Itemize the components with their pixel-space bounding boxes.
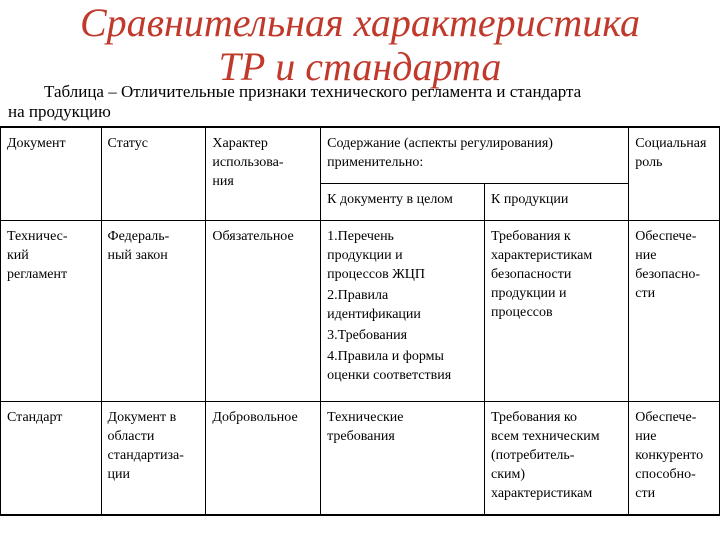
header-document: Документ [1, 127, 102, 221]
cell-status: Документ в области стандартиза- ции [101, 402, 206, 516]
list-item: 4.Правила и формы оценки соответствия [327, 349, 452, 383]
table-caption-line-1: Таблица – Отличительные признаки технического регламента и стандарта [44, 82, 582, 101]
comparison-table [0, 126, 720, 516]
slide-title-line-2: ТР и стандарта [218, 44, 502, 89]
cell-document: Техничес- кий регламент [1, 221, 102, 402]
list-item: 2.Правила идентификации [327, 288, 421, 322]
table-caption-line-2: на продукцию [8, 102, 111, 121]
header-nature: Характер использова- ния [206, 127, 321, 221]
list-item: 1.Перечень продукции и процессов ЖЦП [327, 229, 425, 282]
header-to-product: К продукции [485, 183, 629, 220]
header-status: Статус [101, 127, 206, 221]
list-item: 3.Требования [327, 328, 408, 343]
cell-to-product: Требования ко всем техническим (потребитель- ским) характеристикам [485, 402, 629, 516]
header-social-role: Социальная роль [629, 127, 720, 221]
cell-to-product: Требования к характеристикам безопасности продукции и процессов [485, 221, 629, 402]
cell-document: Стандарт [1, 402, 102, 516]
slide-title-line-1: Сравнительная характеристика [79, 0, 641, 45]
cell-nature: Обязательное [206, 221, 321, 402]
cell-social-role: Обеспече- ние конкуренто способно- сти [629, 402, 720, 516]
table-row [1, 402, 720, 516]
cell-status: Федераль- ный закон [101, 221, 206, 402]
cell-to-document [321, 221, 485, 402]
cell-nature: Добровольное [206, 402, 321, 516]
table-header-row [1, 127, 720, 183]
cell-to-document [321, 402, 485, 516]
header-content: Содержание (аспекты регулирования) применительно: [321, 127, 629, 183]
list-item: Технические требования [327, 410, 404, 444]
table-caption [8, 82, 718, 122]
cell-social-role: Обеспече- ние безопасно- сти [629, 221, 720, 402]
table-row [1, 221, 720, 402]
header-to-document: К документу в целом [321, 183, 485, 220]
